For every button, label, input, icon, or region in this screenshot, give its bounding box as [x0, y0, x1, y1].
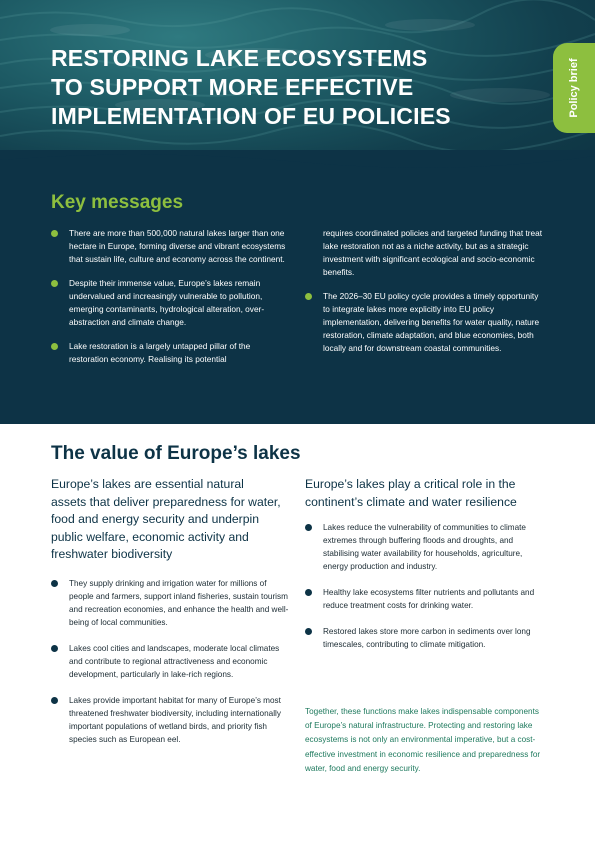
bullet-icon	[305, 293, 312, 300]
title-line: RESTORING LAKE ECOSYSTEMS	[51, 45, 428, 71]
policy-brief-label: Policy brief	[568, 58, 580, 118]
key-message-text: There are more than 500,000 natural lakes larger than one hectare in Europe, forming diverse and vibrant ecosystems that sustain life, culture and economy across the continent.	[69, 228, 286, 264]
value-list-left	[51, 577, 291, 759]
bullet-icon	[305, 628, 312, 635]
closing-paragraph: Together, these functions make lakes indispensable components of Europe’s natural infrastructure. Protecting and restoring lake ecosystems is not only an environmental imperative, but a cost-effective investment in economic resilience and preparedness for water, food and energy security.	[305, 707, 541, 773]
value-item-text: Lakes cool cities and landscapes, moderate local climates and contribute to regional attractiveness and economic development, particularly in lake-rich regions.	[69, 644, 280, 679]
value-item-text: Restored lakes store more carbon in sediments over long timescales, contributing to climate mitigation.	[323, 627, 531, 649]
list-item	[305, 625, 545, 651]
bullet-icon	[51, 697, 58, 704]
value-item-text: They supply drinking and irrigation water for millions of people and farmers, support inland fisheries, sustain tourism and recreation economies, and enhance the health and well-being of local communities.	[69, 579, 289, 627]
page-title	[51, 44, 521, 131]
bullet-icon	[305, 589, 312, 596]
value-section-heading: The value of Europe’s lakes	[51, 443, 301, 464]
value-list-right	[305, 521, 545, 664]
key-message-text: The 2026–30 EU policy cycle provides a timely opportunity to integrate lakes more explicitly into EU policy implementation, delivering benefits for water quality, nature restoration, climate adaptation, and blue economies, both locally and for downstream coastal communities.	[323, 291, 540, 353]
title-line: TO SUPPORT MORE EFFECTIVE	[51, 74, 414, 100]
bullet-icon	[51, 230, 58, 237]
list-item	[51, 277, 291, 329]
list-item	[51, 227, 291, 266]
key-messages-heading: Key messages	[51, 192, 184, 213]
policy-brief-tab	[553, 43, 595, 133]
bullet-icon	[51, 580, 58, 587]
lead-paragraph-right: Europe’s lakes play a critical role in the continent’s climate and water resilience	[305, 477, 517, 509]
list-item	[305, 521, 545, 573]
list-item-continued	[305, 227, 545, 279]
list-item	[305, 290, 545, 355]
list-item	[51, 577, 291, 629]
key-messages-list-left	[51, 227, 291, 377]
list-item	[305, 586, 545, 612]
key-message-text: requires coordinated policies and targeted funding that treat lake restoration not as a niche activity, but as a strategic investment with significant ecological and socio-economic benefits.	[323, 228, 543, 277]
bullet-icon	[51, 280, 58, 287]
key-message-text: Despite their immense value, Europe’s lakes remain undervalued and increasingly vulnerable to pollution, emerging contaminants, hydrological alteration, over-abstraction and climate change.	[69, 278, 265, 327]
list-item	[51, 340, 291, 366]
title-line: IMPLEMENTATION OF EU POLICIES	[51, 103, 451, 129]
key-message-text: Lake restoration is a largely untapped pillar of the restoration economy. Realising its potential	[69, 341, 251, 364]
list-item	[51, 642, 291, 681]
value-item-text: Healthy lake ecosystems filter nutrients and pollutants and reduce treatment costs for drinking water.	[323, 588, 535, 610]
key-messages-list-right	[305, 227, 545, 366]
bullet-icon	[51, 645, 58, 652]
wave-divider	[0, 150, 595, 190]
bullet-icon	[305, 524, 312, 531]
list-item	[51, 694, 291, 746]
lead-paragraph-left: Europe’s lakes are essential natural assets that deliver preparedness for water, food and energy security and underpin public welfare, economic activity and freshwater biodiversity	[51, 477, 281, 561]
bullet-icon	[51, 343, 58, 350]
value-item-text: Lakes provide important habitat for many of Europe’s most threatened freshwater biodiversity, including internationally important populations of wetland birds, and priority fish species such as European eel.	[69, 696, 281, 744]
value-item-text: Lakes reduce the vulnerability of communities to climate extremes through buffering floods and droughts, and stabilising water availability for households, agriculture, energy production and industry.	[323, 523, 526, 571]
